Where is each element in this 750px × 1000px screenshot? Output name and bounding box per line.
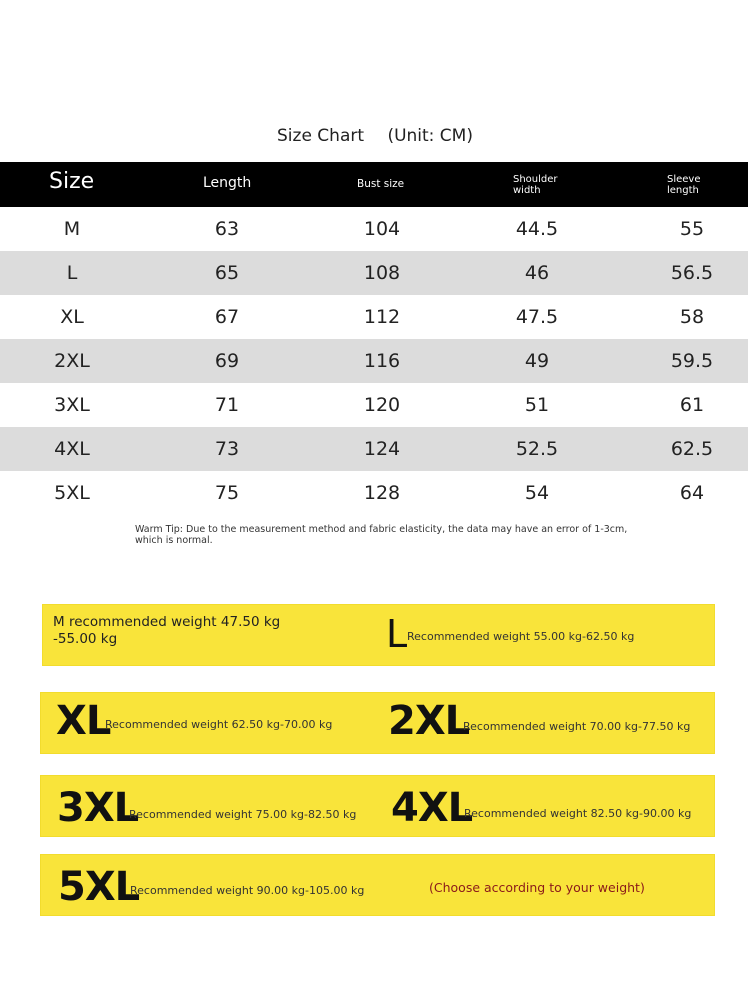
- cell-bust: 108: [363, 262, 401, 284]
- header-sleeve: [667, 174, 701, 196]
- size-xl-label: XL: [56, 698, 111, 744]
- cell-length: 73: [214, 438, 240, 460]
- cell-size: XL: [60, 306, 84, 328]
- header-sleeve-line1: Sleeve: [667, 174, 701, 185]
- header-shoulder-line2: width: [513, 185, 541, 196]
- cell-bust: 128: [363, 482, 401, 504]
- chart-title: Size Chart: [277, 126, 365, 146]
- table-header: [0, 162, 748, 207]
- cell-sleeve: 55: [679, 218, 705, 240]
- cell-size: 4XL: [54, 438, 90, 460]
- recommendation-bar-m-l: [42, 604, 715, 666]
- header-bust: Bust size: [357, 178, 405, 190]
- header-sleeve-line2: length: [667, 185, 699, 196]
- cell-length: 75: [214, 482, 240, 504]
- cell-shoulder: 54: [524, 482, 550, 504]
- page-title: [0, 126, 750, 146]
- table-row: [0, 207, 748, 251]
- 2xl-recommendation: Recommended weight 70.00 kg-77.50 kg: [463, 720, 691, 733]
- table-row: [0, 383, 748, 427]
- xl-recommendation: Recommended weight 62.50 kg-70.00 kg: [105, 718, 333, 731]
- cell-size: 3XL: [54, 394, 90, 416]
- table-row: [0, 251, 748, 295]
- 4xl-recommendation: Recommended weight 82.50 kg-90.00 kg: [464, 807, 692, 820]
- cell-bust: 116: [363, 350, 401, 372]
- l-recommendation: Recommended weight 55.00 kg-62.50 kg: [407, 630, 635, 643]
- table-row: [0, 339, 748, 383]
- cell-bust: 112: [363, 306, 401, 328]
- table-row: [0, 427, 748, 471]
- table-row: [0, 295, 748, 339]
- cell-bust: 124: [363, 438, 401, 460]
- choose-note: (Choose according to your weight): [429, 880, 645, 895]
- header-length: Length: [203, 175, 252, 191]
- cell-sleeve: 64: [679, 482, 705, 504]
- cell-sleeve: 58: [679, 306, 705, 328]
- size-l-label: L: [386, 612, 407, 656]
- recommendation-bar-3xl-4xl: [40, 775, 715, 837]
- cell-shoulder: 44.5: [515, 218, 559, 240]
- size-4xl-label: 4XL: [391, 785, 473, 831]
- cell-shoulder: 49: [524, 350, 550, 372]
- cell-length: 67: [214, 306, 240, 328]
- cell-sleeve: 61: [679, 394, 705, 416]
- cell-size: 2XL: [54, 350, 90, 372]
- size-table: [0, 162, 748, 515]
- m-recommendation: [53, 614, 280, 648]
- size-3xl-label: 3XL: [57, 785, 139, 831]
- cell-size: M: [63, 218, 81, 240]
- table-row: [0, 471, 748, 515]
- size-5xl-label: 5XL: [58, 864, 140, 910]
- cell-size: 5XL: [54, 482, 90, 504]
- cell-size: L: [66, 262, 78, 284]
- warm-tip: [135, 524, 635, 546]
- header-shoulder-line1: Shoulder: [513, 174, 558, 185]
- cell-sleeve: 59.5: [670, 350, 714, 372]
- cell-shoulder: 46: [524, 262, 550, 284]
- 3xl-recommendation: Recommended weight 75.00 kg-82.50 kg: [129, 808, 357, 821]
- cell-length: 69: [214, 350, 240, 372]
- cell-shoulder: 52.5: [515, 438, 559, 460]
- warm-tip-line2: which is normal.: [135, 535, 213, 546]
- cell-sleeve: 62.5: [670, 438, 714, 460]
- header-shoulder: [513, 174, 558, 196]
- cell-length: 63: [214, 218, 240, 240]
- cell-length: 65: [214, 262, 240, 284]
- 5xl-recommendation: Recommended weight 90.00 kg-105.00 kg: [130, 884, 365, 897]
- cell-length: 71: [214, 394, 240, 416]
- recommendation-bar-xl-2xl: [40, 692, 715, 754]
- warm-tip-line1: Warm Tip: Due to the measurement method and fabric elasticity, the data may have an error of 1-3cm,: [135, 524, 628, 535]
- recommendation-bar-5xl: [40, 854, 715, 916]
- cell-bust: 120: [363, 394, 401, 416]
- size-2xl-label: 2XL: [388, 698, 470, 744]
- cell-sleeve: 56.5: [670, 262, 714, 284]
- m-recommendation-line1: M recommended weight 47.50 kg: [53, 614, 281, 630]
- header-size: Size: [49, 169, 95, 194]
- cell-bust: 104: [363, 218, 401, 240]
- unit-label: (Unit: CM): [387, 126, 473, 146]
- cell-shoulder: 51: [524, 394, 550, 416]
- cell-shoulder: 47.5: [515, 306, 559, 328]
- m-recommendation-line2: -55.00 kg: [53, 631, 118, 647]
